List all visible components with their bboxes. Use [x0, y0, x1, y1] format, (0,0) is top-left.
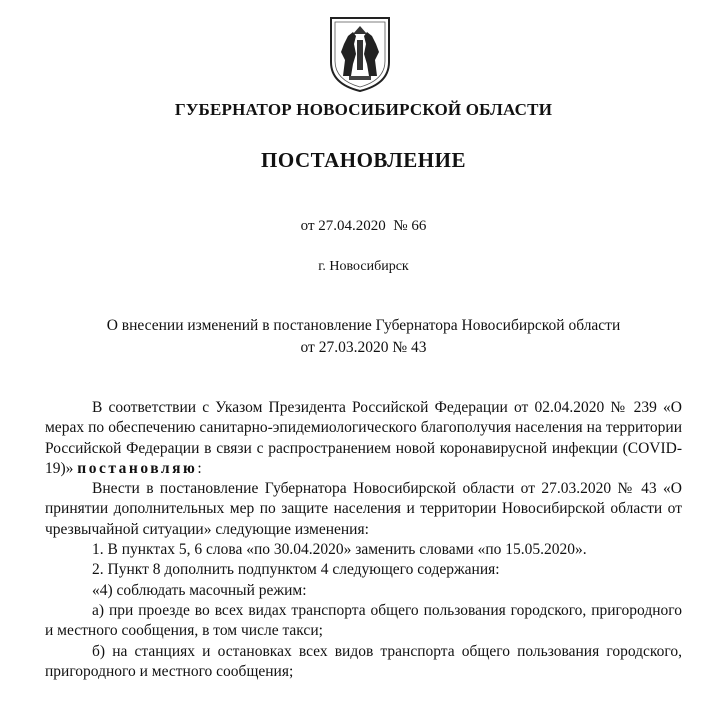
document-city: г. Новосибирск [318, 259, 409, 274]
document-type-title: ПОСТАНОВЛЕНИЕ [261, 148, 466, 172]
resolve-word: постановляю [77, 459, 198, 477]
issuer-title: ГУБЕРНАТОР НОВОСИБИРСКОЙ ОБЛАСТИ [174, 100, 553, 119]
preamble-text: В соответствии с Указом Президента Российской Федерации от 02.04.2020 № 239 «О мерах по обеспечению санитарно-эпидемиологического благополучия населения на территории Российской Федерации в связи с распространением новой коронавирусной инфекции (COVID-19)» [45, 399, 682, 477]
document-subject [0, 315, 727, 359]
preamble-colon: : [197, 459, 202, 477]
subject-line-1: О внесении изменений в постановление Губернатора Новосибирской области [106, 317, 621, 334]
document-body [45, 398, 682, 682]
paragraph-amendment-intro: Внести в постановление Губернатора Новосибирской области от 27.03.2020 № 43 «О принятии дополнительных мер по защите населения и территории Новосибирской области от чрезвычайной ситуации» следующие изменения: [45, 480, 682, 538]
paragraph-subitem-b: б) на станциях и остановках всех видов транспорта общего пользования городского, пригородного и местного сообщения; [45, 642, 682, 680]
document-date-number: от 27.04.2020 № 66 [300, 218, 427, 234]
paragraph-subitem-a: а) при проезде во всех видах транспорта общего пользования городского, пригородного и местного сообщения, в том числе такси; [45, 601, 682, 640]
coat-of-arms-emblem [327, 14, 393, 94]
paragraph-item-2: 2. Пункт 8 дополнить подпунктом 4 следующего содержания: [92, 561, 500, 579]
paragraph-subitem-4: «4) соблюдать масочный режим: [92, 581, 307, 599]
paragraph-preamble [45, 398, 682, 479]
subject-line-2: от 27.03.2020 № 43 [300, 339, 427, 356]
paragraph-item-1: 1. В пунктах 5, 6 слова «по 30.04.2020» заменить словами «по 15.05.2020». [92, 541, 587, 559]
